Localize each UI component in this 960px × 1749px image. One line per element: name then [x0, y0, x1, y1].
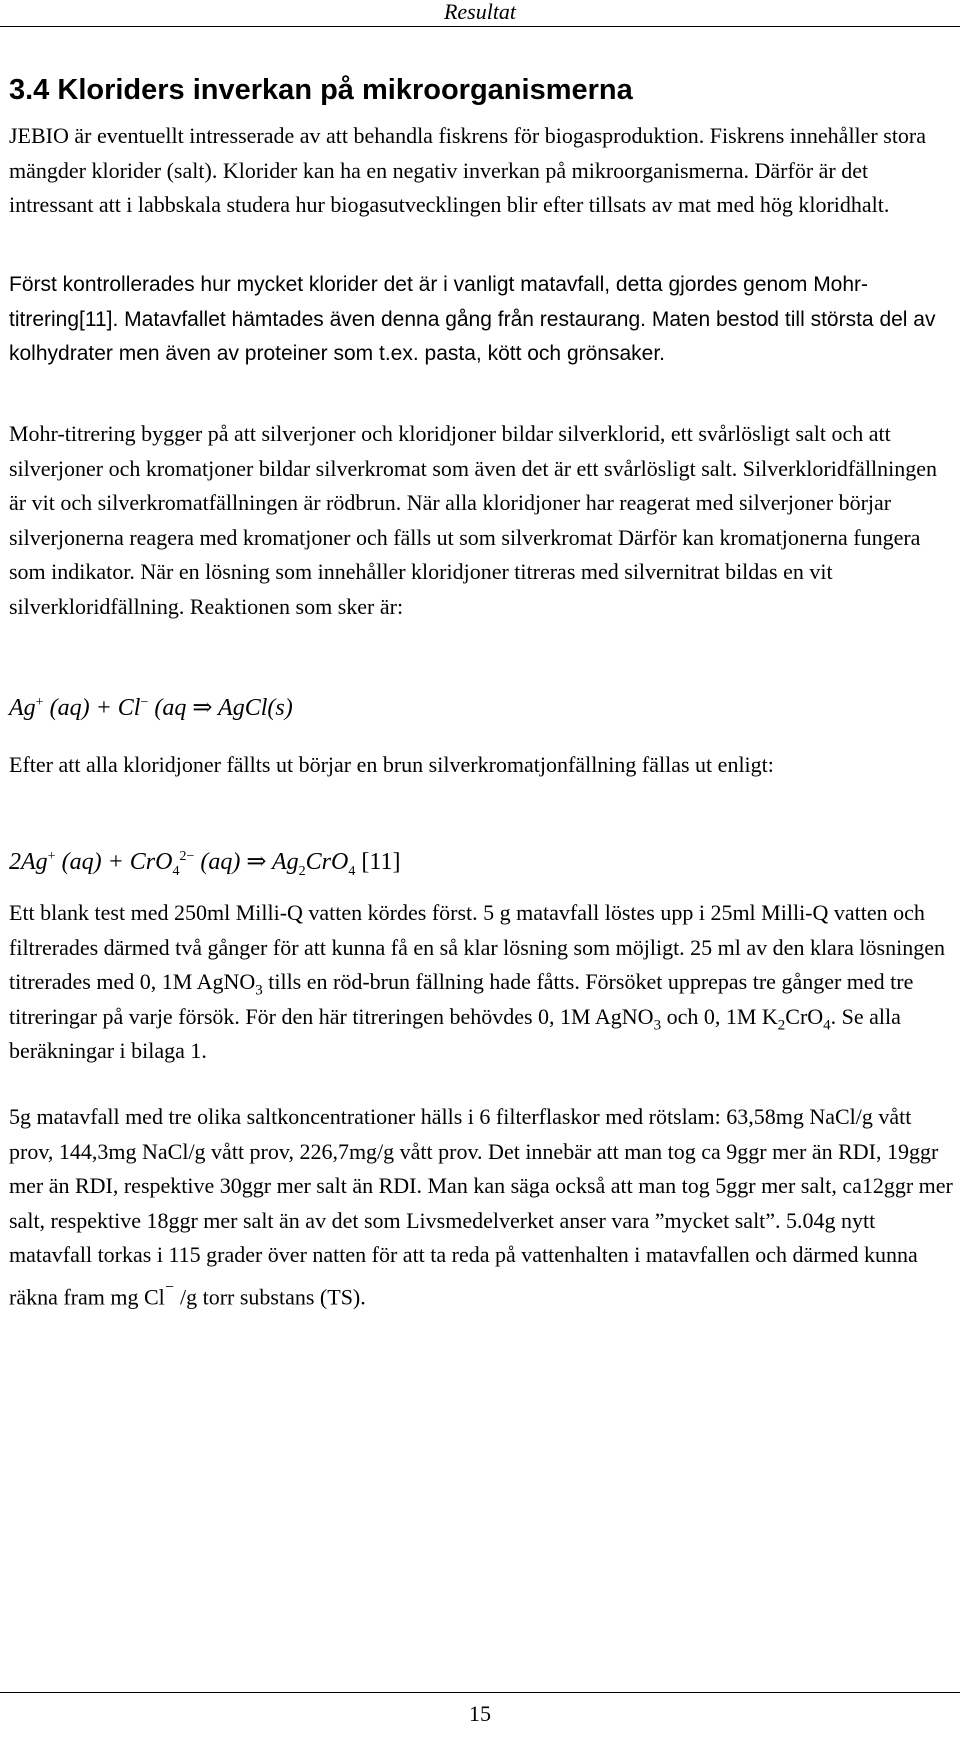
running-header [0, 0, 960, 27]
paragraph-intro: JEBIO är eventuellt intresserade av att behandla fiskrens för biogasproduktion. Fiskrens innehåller stora mängder klorider (salt). Klorider kan ha en negativ inverkan på mikroorganismerna. Därför är det intressant att i labbskala studera hur biogasutvecklingen blir efter tillsats av mat med hög kloridhalt. [9, 123, 927, 217]
implies-arrow-icon: ⇒ [246, 849, 267, 875]
paragraph-mohr-titration: Mohr-titrering bygger på att silverjoner och kloridjoner bildar silverklorid, ett svårlösligt salt och att silverjoner och kromatjoner bildar silverkromat som även det är ett svårlösligt salt. Silverkloridfällningen är vit och silverkromatfällningen är rödbrun. När alla kloridjoner har reagerat med silverjoner börjar silverjonerna reagera med kromatjoner och fälls ut som silverkromat Därför kan kromatjonerna fungera som indikator. När en lösning som innehåller kloridjoner titreras med silvernitrat bildas en vit silverkloridfällning. Reaktionen som sker är: [9, 421, 938, 619]
equation-silver-chromate: 2Ag+ (aq) + CrO$_4^{2-}$ (aq) ⇒ $Ag_2CrO_4$ [11] [9, 849, 401, 879]
page-number: 15 [469, 1701, 491, 1726]
equation-silver-chloride: Ag+ (aq) + Cl− (aq ⇒ AgCl(s) [9, 695, 293, 721]
paragraph-method: Först kontrollerades hur mycket klorider det är i vanligt matavfall, detta gjordes genom Mohr- titrering[11]. Matavfallet hämtades även denna gång från restaurang. Maten bestod till största del av kolhydrater men även av proteiner som t.ex. pasta, kött och grönsaker. [9, 273, 936, 365]
paragraph-salt-concentrations: 5g matavfall med tre olika saltkoncentrationer hälls i 6 filterflaskor med rötslam: 63,58mg NaCl/g vått prov, 144,3mg NaCl/g vått prov, 226,7mg/g vått prov. Det innebär att man tog ca 9ggr mer än RDI, 19ggr mer än RDI, respektive 30ggr mer salt än RDI. Man kan säga också att man tog 5ggr mer salt, ca12ggr mer salt, respektive 18ggr mer salt än av det som Livsmedelverket anser vara ”mycket salt”. 5.04g nytt matavfall torkas i 115 grader över natten för att ta reda på vattenhalten i matavfallen och därmed kunna räkna fram mg Cl⁻ /g torr substans (TS). [9, 1104, 953, 1309]
implies-arrow-icon: ⇒ [192, 695, 213, 721]
paragraph-chromate: Efter att alla kloridjoner fällts ut börjar en brun silverkromatjonfällning fällas ut enligt: [9, 752, 774, 777]
footer-rule [0, 1692, 960, 1693]
paragraph-titration-procedure: Ett blank test med 250ml Milli-Q vatten kördes först. 5 g matavfall löstes upp i 25ml Milli-Q vatten och filtrerades därmed två gånger för att kunna få en så klar lösning som möjligt. 25 ml av den klara lösningen titrerades med 0, 1M AgNO$_3$ tills en röd-brun fällning hade fåtts. Försöket upprepas tre gånger med tre titreringar på varje försök. För den här titreringen behövdes 0, 1M AgNO$_3$ och 0, 1M $K_2CrO_4$. Se alla beräkningar i bilaga 1. [9, 900, 945, 1063]
citation: [11] [355, 849, 401, 875]
section-label: Resultat [443, 0, 517, 24]
section-heading: 3.4 Kloriders inverkan på mikroorganismerna [9, 74, 633, 106]
